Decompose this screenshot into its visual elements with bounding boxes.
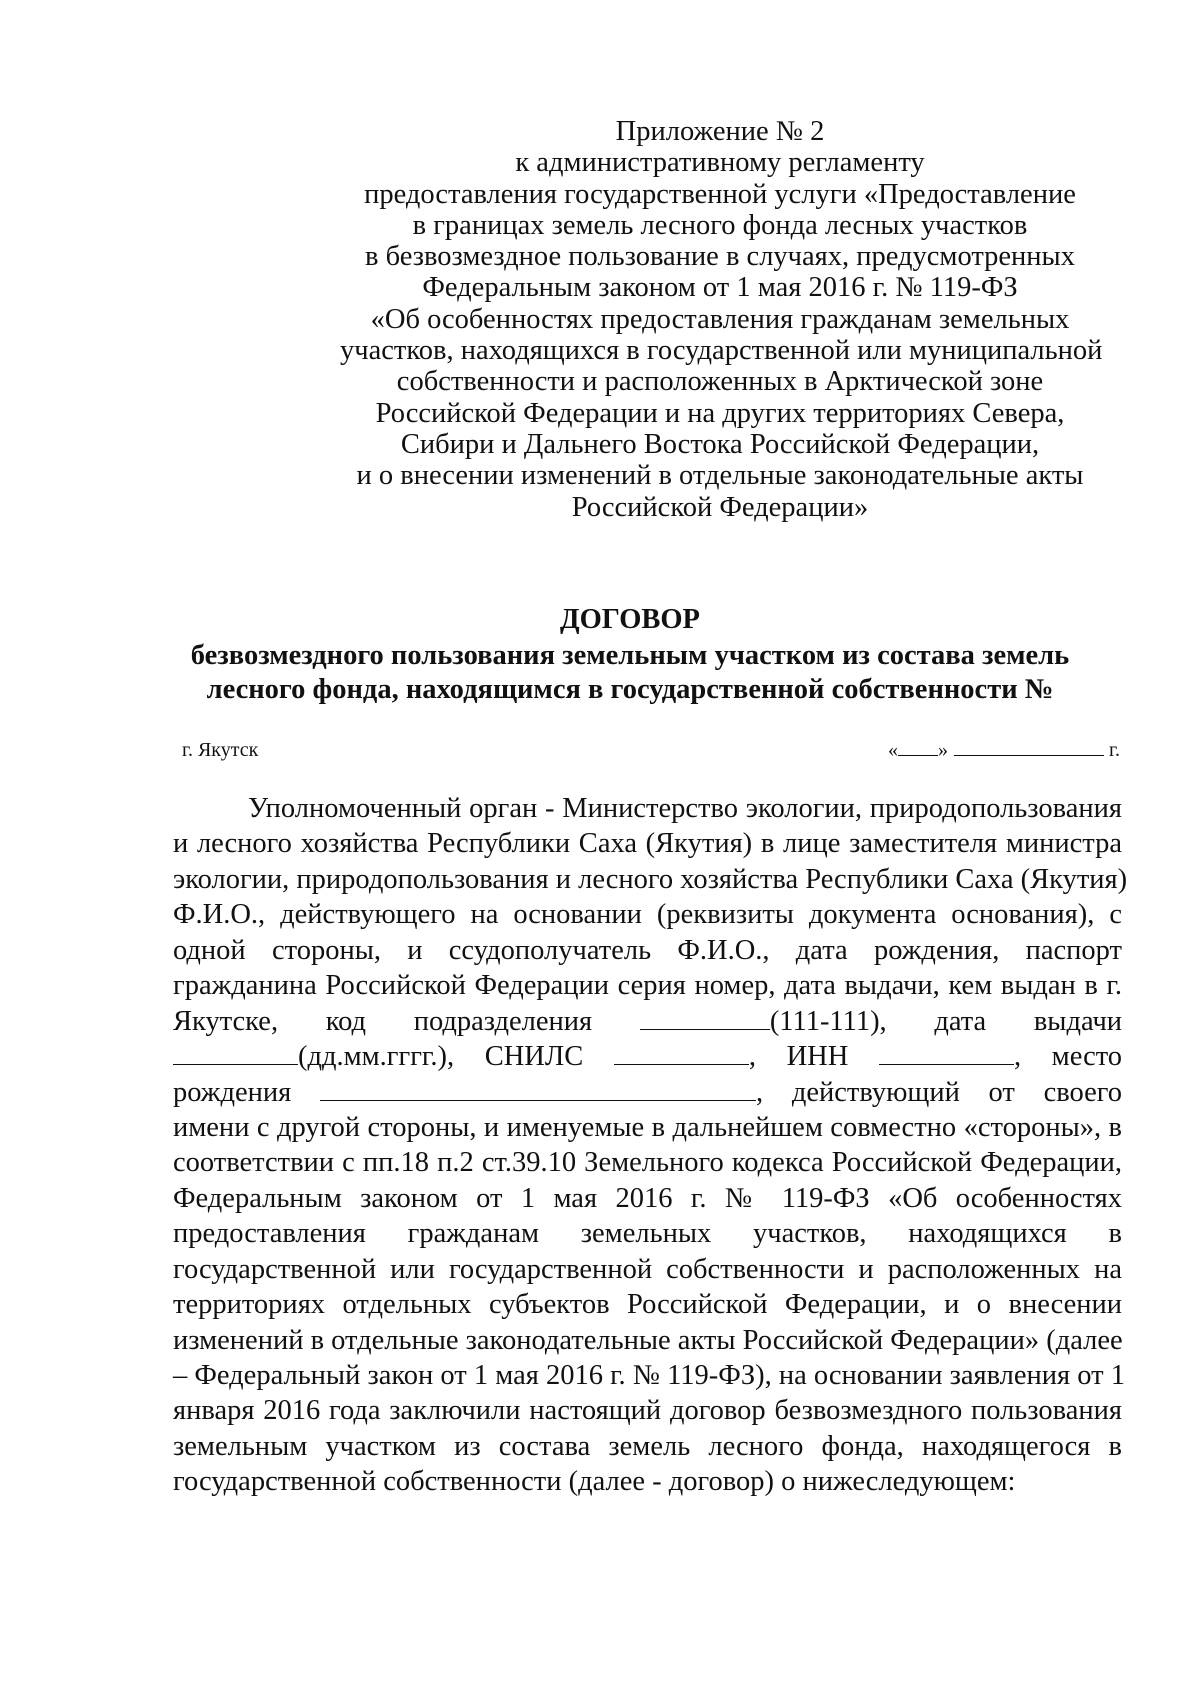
place-date-row xyxy=(182,737,1120,763)
body-word: рождения xyxy=(173,1076,292,1108)
body-line-birthplace xyxy=(173,1075,1122,1110)
appendix-line: в границах земель лесного фонда лесных участков xyxy=(412,209,1028,241)
open-quote: « xyxy=(888,739,899,761)
body-line: гражданина Российской Федерации серия номер, дата выдачи, кем выдан в г. xyxy=(173,970,1122,1002)
body-word: (дд.мм.гггг.), xyxy=(298,1041,455,1073)
appendix-line: «Об особенностях предоставления гражданам земельных xyxy=(370,303,1070,335)
appendix-line: предоставления государственной услуги «Предоставление xyxy=(364,178,1076,210)
appendix-line: собственности и расположенных в Арктической зоне xyxy=(396,366,1044,398)
close-quote: » xyxy=(938,739,949,761)
contract-subtitle-line: лесного фонда, находящимся в государственной собственности № xyxy=(206,674,1054,705)
contract-subtitle-line: безвозмездного пользования земельным участком из состава земель xyxy=(190,640,1070,671)
body-word: , действующий от своего xyxy=(755,1076,1122,1108)
subdivision-code-blank[interactable] xyxy=(640,1005,770,1030)
body-line: экологии, природопользования и лесного хозяйства Республики Саха (Якутия) xyxy=(173,863,1128,895)
body-word: , xyxy=(1013,1041,1022,1073)
contract-title xyxy=(160,603,1100,707)
body-word: СНИЛС xyxy=(484,1041,584,1073)
body-line: Уполномоченный орган - Министерство экологии, природопользования xyxy=(248,793,1122,824)
body-line: земельным участком из состава земель лесного фонда, находящегося в xyxy=(173,1430,1122,1462)
appendix-line: и о внесении изменений в отдельные законодательные акты xyxy=(356,460,1084,492)
body-line-subdivision xyxy=(173,1004,1122,1039)
body-line: одной стороны, и ссудополучатель Ф.И.О., дата рождения, паспорт xyxy=(173,934,1122,966)
body-word: , xyxy=(748,1041,756,1073)
body-line: января 2016 года заключили настоящий договор безвозмездного пользования xyxy=(173,1395,1122,1427)
appendix-line: Российской Федерации и на других территориях Севера, xyxy=(375,397,1065,429)
body-line: соответствии с пп.18 п.2 ст.39.10 Земельного кодекса Российской Федерации, xyxy=(173,1147,1122,1179)
body-word: Якутске, xyxy=(173,1005,279,1037)
body-line: – Федеральный закон от 1 мая 2016 г. № 119-ФЗ), на основании заявления от 1 xyxy=(173,1360,1125,1391)
body-line: имени с другой стороны, и именуемые в дальнейшем совместно «стороны», в xyxy=(173,1111,1122,1143)
body-word: место xyxy=(1051,1041,1123,1073)
body-line: Ф.И.О., действующего на основании (реквизиты документа основания), с xyxy=(173,899,1122,931)
body-line: изменений в отдельные законодательные акты Российской Федерации» (далее xyxy=(173,1324,1123,1356)
appendix-line: участков, находящихся в государственной или муниципальной xyxy=(340,335,1103,367)
body-word: подразделения xyxy=(413,1005,593,1037)
body-line: и лесного хозяйства Республики Саха (Якутия) в лице заместителя министра xyxy=(173,828,1122,860)
body-word: дата xyxy=(934,1005,987,1037)
snils-blank[interactable] xyxy=(614,1040,749,1065)
body-word: выдачи xyxy=(1033,1005,1123,1037)
body-word: код xyxy=(325,1005,367,1037)
issue-date-blank[interactable] xyxy=(173,1040,298,1065)
contract-preamble xyxy=(173,791,1128,1500)
body-line: государственной собственности (далее - договор) о нижеследующем: xyxy=(173,1466,1016,1498)
body-line: предоставления гражданам земельных участков, находящихся в xyxy=(173,1218,1122,1250)
appendix-line: к административному регламенту xyxy=(515,147,925,179)
appendix-line: Приложение № 2 xyxy=(615,116,825,147)
appendix-line: Российской Федерации» xyxy=(571,491,869,523)
year-suffix: г. xyxy=(1109,739,1120,761)
body-word: (111-111), xyxy=(769,1005,887,1037)
body-word: ИНН xyxy=(786,1041,849,1073)
appendix-line: Федеральным законом от 1 мая 2016 г. № 119-ФЗ xyxy=(422,272,1018,304)
appendix-header xyxy=(340,116,1103,523)
body-line-snils xyxy=(173,1039,1122,1074)
body-line: государственной или государственной собственности и расположенных на xyxy=(173,1253,1122,1285)
day-blank[interactable] xyxy=(898,737,938,756)
inn-blank[interactable] xyxy=(879,1040,1014,1065)
month-year-blank[interactable] xyxy=(954,737,1104,756)
contract-title-main: ДОГОВОР xyxy=(560,604,700,635)
appendix-line: Сибири и Дальнего Востока Российской Федерации, xyxy=(400,428,1040,460)
city-label: г. Якутск xyxy=(182,739,259,761)
appendix-line: в безвозмездное пользование в случаях, предусмотренных xyxy=(365,241,1075,273)
body-line: территориях отдельных субъектов Российской Федерации, и о внесении xyxy=(173,1289,1122,1321)
birthplace-blank[interactable] xyxy=(320,1076,756,1101)
body-line: Федеральным законом от 1 мая 2016 г. № 119-ФЗ «Об особенностях xyxy=(173,1182,1122,1214)
date-field xyxy=(888,737,1120,763)
